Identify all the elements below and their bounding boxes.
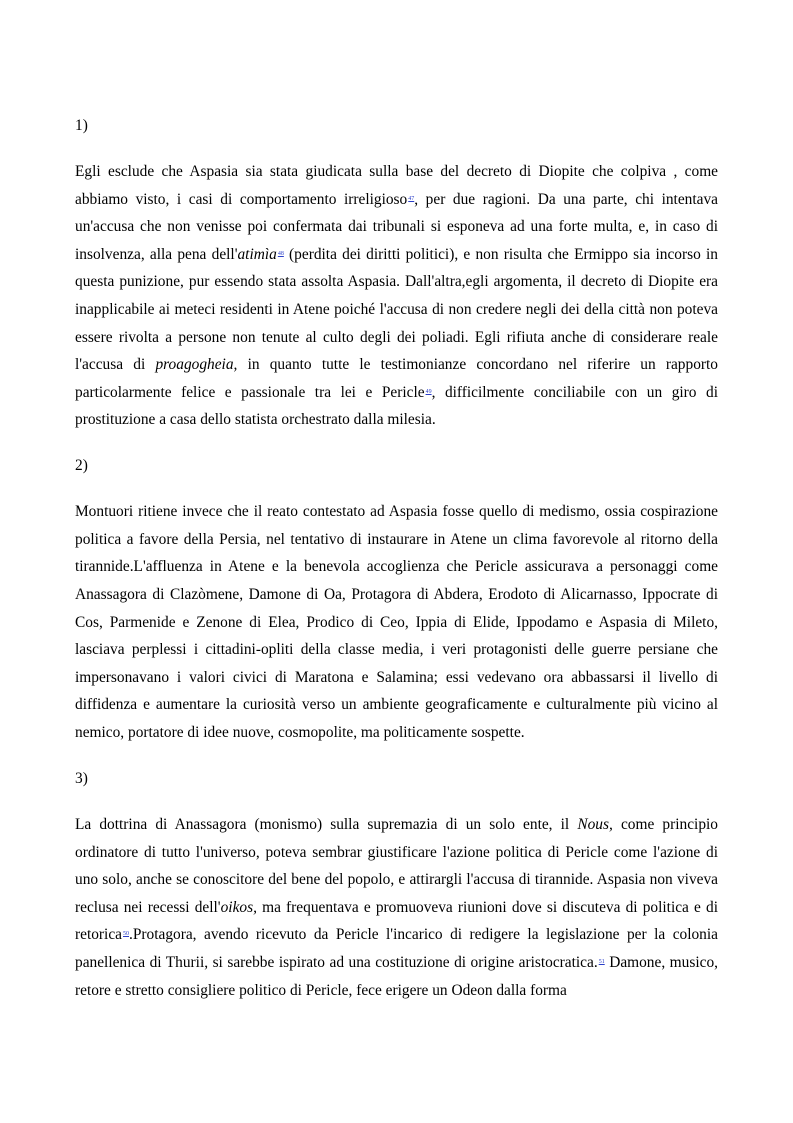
- section-number-1: 1): [75, 117, 88, 134]
- italic-term-proagogheia: proagogheia,: [155, 356, 238, 374]
- italic-term-nous: Nous,: [577, 816, 613, 834]
- text-run: Montuori ritiene invece che il reato contestato ad Aspasia fosse quello di medismo, ossia cospirazione politica a favore della Persia, nel tentativo di instaurare in Atene un clima favorevole al ritorno della tirannide.L'affluenza in Atene e la benevola accoglienza che Pericle assicurava a personaggi come Anassagora di Clazòmene, Damone di Oa, Protagora di Abdera, Erodoto di Alicarnasso, Ippocrate di Cos, Parmenide e Zenone di Elea, Prodico di Ceo, Ippia di Elide, Ippodamo e Aspasia di Mileto, lasciava perplessi i cittadini-opliti della classe media, i veri protagonisti delle guerre persiane che impersonavano i valori civici di Maratona e Salamina; essi vedevano ora abbassarsi il livello di diffidenza e aumentare la curiosità verso un ambiente geograficamente e culturalmente più vicino al nemico, portatore di idee nuove, cosmopolite, ma politicamente sospette.: [75, 503, 718, 742]
- paragraph-2: [75, 498, 718, 746]
- text-run: in quanto tutte le testimonianze concordano nel riferire un rapporto particolarmente felice e passionale tra lei e Pericle: [75, 356, 718, 401]
- italic-term-oikos: oikos,: [220, 898, 257, 916]
- text-run: ma frequentava e promuoveva riunioni dove si discuteva di politica e di retorica: [75, 898, 718, 944]
- text-run: , difficilmente conciliabile con un giro di prostituzione a casa dello statista orchestrato dalla milesia.: [75, 383, 718, 429]
- footnote-ref-47[interactable]: 47: [408, 195, 415, 202]
- text-run: Damone, musico, retore e stretto consigliere politico di Pericle, fece erigere un Odeon dalla forma: [75, 953, 718, 999]
- text-run: come principio ordinatore di tutto l'universo, poteva sembrar giustificare l'azione politica di Pericle come l'azione di uno solo, anche se conoscitore del bene del popolo, e attirargli l'accusa di tirannide. Aspasia non viveva reclusa nei recessi dell': [75, 816, 719, 916]
- footnote-ref-48[interactable]: 48: [277, 250, 284, 257]
- text-run: (perdita dei diritti politici), e non risulta che Ermippo sia incorso in questa punizione, pur essendo stata assolta Aspasia. Dall'altra,egli argomenta, il decreto di Diopite era inapplicabile ai meteci residenti in Atene poiché l'accusa di non credere negli dei della città non poteva essere rivolta a persone non tenute al culto degli dei poliadi. Egli rifiuta anche di considerare reale l'accusa di: [75, 245, 718, 374]
- italic-term-atimia: atimìa: [237, 245, 277, 263]
- paragraph-3: [75, 811, 718, 1004]
- text-run: .Protagora, avendo ricevuto da Pericle l'incarico di redigere la legislazione per la colonia panellenica di Thurii, si sarebbe ispirato ad una costituzione di origine aristocratica.: [75, 926, 718, 971]
- section-number-3: 3): [75, 770, 88, 788]
- footnote-ref-49[interactable]: 49: [425, 388, 432, 395]
- footnote-ref-51[interactable]: 51: [598, 958, 605, 965]
- section-number-2: 2): [75, 457, 88, 475]
- text-run: La dottrina di Anassagora (monismo) sulla supremazia di un solo ente, il: [75, 816, 578, 834]
- text-run: , per due ragioni. Da una parte, chi intentava un'accusa che non venisse poi confermata dai tribunali si esponeva ad una forte multa, e, in caso di insolvenza, alla pena dell': [75, 190, 718, 263]
- paragraph-1: [75, 158, 718, 434]
- text-run: Egli esclude che Aspasia sia stata giudicata sulla base del decreto di Diopite che colpiva , come abbiamo visto, i casi di comportamento irreligioso: [75, 162, 718, 208]
- footnote-ref-50[interactable]: 50: [123, 931, 129, 938]
